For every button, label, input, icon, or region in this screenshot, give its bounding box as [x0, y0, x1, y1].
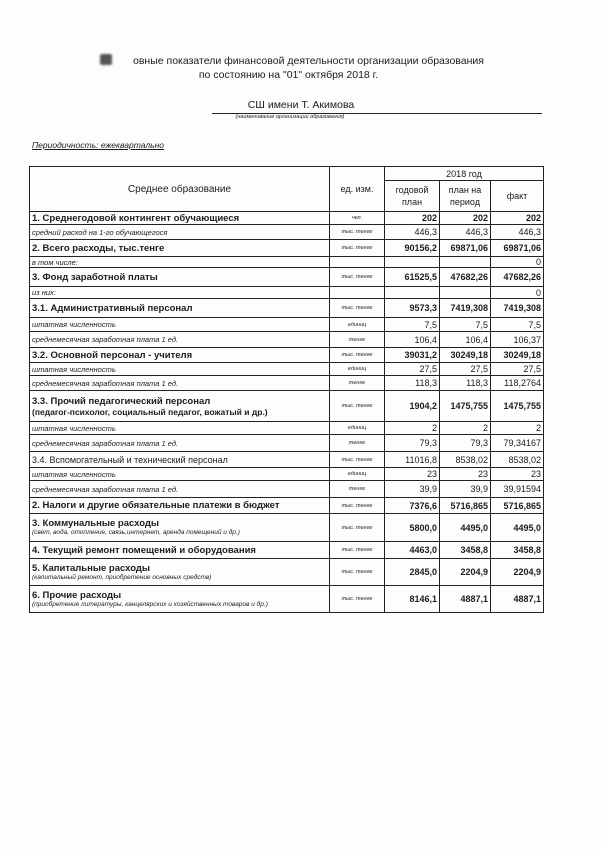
row-unit: тенге: [330, 376, 385, 391]
row-label-note: (капитальный ремонт, приобретение основных средств): [32, 573, 212, 581]
period-plan-value: 2: [440, 422, 491, 435]
table-body: [30, 212, 544, 613]
row-unit: тыс. тенге: [330, 559, 385, 586]
table-row: [30, 514, 544, 542]
period-plan-value: 27,5: [440, 363, 491, 376]
row-label: 2. Всего расходы, тыс.тенге: [30, 240, 330, 257]
fact-value: 69871,06: [491, 240, 544, 257]
fact-value: 2: [491, 422, 544, 435]
table-row: [30, 559, 544, 586]
col-period-plan-header: план на период: [440, 181, 491, 212]
fact-value: 5716,865: [491, 498, 544, 514]
annual-plan-value: 39,9: [385, 481, 440, 498]
row-label: [30, 559, 330, 586]
row-label: среднемесячная заработная плата 1 ед.: [30, 435, 330, 452]
row-label: 1. Среднегодовой контингент обучающиеся: [30, 212, 330, 225]
table-row: [30, 422, 544, 435]
table-row: [30, 376, 544, 391]
row-label: штатная численность: [30, 468, 330, 481]
table-row: [30, 318, 544, 332]
row-label: из них:: [30, 287, 330, 299]
row-label-note: (приобретение литературы, канцелярских и хозяйственных товаров и др.): [32, 600, 268, 608]
period-plan-value: 8538,02: [440, 452, 491, 468]
row-unit: тыс. тенге: [330, 514, 385, 542]
col-annual-plan-header: годовой план: [385, 181, 440, 212]
period-plan-value: 39,9: [440, 481, 491, 498]
period-plan-value: 2204,9: [440, 559, 491, 586]
period-plan-value: 5716,865: [440, 498, 491, 514]
annual-plan-value: 202: [385, 212, 440, 225]
row-unit: единиц: [330, 468, 385, 481]
row-unit: [330, 287, 385, 299]
period-plan-value: 118,3: [440, 376, 491, 391]
fact-value: 7419,308: [491, 299, 544, 318]
row-unit: тыс. тенге: [330, 452, 385, 468]
period-plan-value: 30249,18: [440, 348, 491, 363]
fact-value: 47682,26: [491, 268, 544, 287]
organization-name: СШ имени Т. Акимова: [247, 99, 355, 111]
fact-value: 8538,02: [491, 452, 544, 468]
table-row: [30, 240, 544, 257]
row-unit: чел.: [330, 212, 385, 225]
table-row: [30, 332, 544, 348]
period-plan-value: 1475,755: [440, 391, 491, 422]
fact-value: 23: [491, 468, 544, 481]
annual-plan-value: 90156,2: [385, 240, 440, 257]
row-unit: тыс. тенге: [330, 586, 385, 613]
year-header: 2018 год: [385, 167, 544, 181]
table-row: [30, 481, 544, 498]
row-unit: тенге: [330, 481, 385, 498]
row-label: штатная численность: [30, 318, 330, 332]
row-unit: тыс. тенге: [330, 391, 385, 422]
row-unit: единиц: [330, 422, 385, 435]
period-plan-value: 446,3: [440, 225, 491, 240]
table-row: [30, 299, 544, 318]
doc-title-line2: по состоянию на "01" октября 2018 г.: [198, 69, 379, 81]
table-row: [30, 348, 544, 363]
annual-plan-value: [385, 287, 440, 299]
table-row: [30, 212, 544, 225]
row-unit: тыс. тенге: [330, 240, 385, 257]
organization-caption: (наименование организации образования): [235, 114, 345, 120]
row-label: [30, 391, 330, 422]
fact-value: 7,5: [491, 318, 544, 332]
row-label-note: (педагог-психолог, социальный педагог, вожатый и др.): [32, 406, 268, 417]
row-label: в том числе:: [30, 257, 330, 268]
table-row: [30, 586, 544, 613]
row-unit: тыс. тенге: [330, 542, 385, 559]
annual-plan-value: 23: [385, 468, 440, 481]
period-plan-value: [440, 257, 491, 268]
row-label-main: 3. Коммунальные расходы: [32, 518, 160, 529]
table-row: [30, 468, 544, 481]
fact-value: 118,2764: [491, 376, 544, 391]
col-fact-header: факт: [491, 181, 544, 212]
annual-plan-value: 4463,0: [385, 542, 440, 559]
annual-plan-value: 61525,5: [385, 268, 440, 287]
fact-value: 0: [491, 257, 544, 268]
annual-plan-value: 79,3: [385, 435, 440, 452]
row-unit: единиц: [330, 318, 385, 332]
row-label: 3.1. Административный персонал: [30, 299, 330, 318]
annual-plan-value: 8146,1: [385, 586, 440, 613]
periodicity-note: Периодичность: ежеквартально: [32, 140, 165, 150]
row-label-main: 3.3. Прочий педагогический персонал: [32, 395, 211, 407]
row-unit: тыс. тенге: [330, 498, 385, 514]
row-label: 3.2. Основной персонал - учителя: [30, 348, 330, 363]
row-unit: тыс. тенге: [330, 225, 385, 240]
row-unit: тыс. тенге: [330, 299, 385, 318]
fact-value: 79,34167: [491, 435, 544, 452]
annual-plan-value: [385, 257, 440, 268]
annual-plan-value: 27,5: [385, 363, 440, 376]
annual-plan-value: 7376,6: [385, 498, 440, 514]
row-unit: тенге: [330, 332, 385, 348]
annual-plan-value: 5800,0: [385, 514, 440, 542]
fact-value: 39,91594: [491, 481, 544, 498]
fact-value: 446,3: [491, 225, 544, 240]
row-unit: тыс. тенге: [330, 268, 385, 287]
annual-plan-value: 118,3: [385, 376, 440, 391]
period-plan-value: 106,4: [440, 332, 491, 348]
table-row: [30, 287, 544, 299]
row-label: 2. Налоги и другие обязательные платежи в бюджет: [30, 498, 330, 514]
financial-indicators-table: [29, 166, 544, 613]
fact-value: 202: [491, 212, 544, 225]
row-unit: тыс. тенге: [330, 348, 385, 363]
section-title-header: Среднее образование: [30, 167, 330, 212]
period-plan-value: 7,5: [440, 318, 491, 332]
table-row: [30, 435, 544, 452]
annual-plan-value: 1904,2: [385, 391, 440, 422]
row-label: штатная численность: [30, 363, 330, 376]
fact-value: 2204,9: [491, 559, 544, 586]
row-label: 3. Фонд заработной платы: [30, 268, 330, 287]
annual-plan-value: 2845,0: [385, 559, 440, 586]
row-label: среднемесячная заработная плата 1 ед.: [30, 332, 330, 348]
fact-value: 4495,0: [491, 514, 544, 542]
table-row: [30, 257, 544, 268]
table-row: [30, 268, 544, 287]
unit-header: ед. изм.: [330, 167, 385, 212]
table-row: [30, 452, 544, 468]
period-plan-value: 69871,06: [440, 240, 491, 257]
fact-value: 106,37: [491, 332, 544, 348]
annual-plan-value: 11016,8: [385, 452, 440, 468]
period-plan-value: 4495,0: [440, 514, 491, 542]
table-row: [30, 225, 544, 240]
row-unit: [330, 257, 385, 268]
row-label-main: 5. Капитальные расходы: [32, 562, 151, 574]
annual-plan-value: 9573,3: [385, 299, 440, 318]
annual-plan-value: 2: [385, 422, 440, 435]
row-label: штатная численность: [30, 422, 330, 435]
fact-value: 0: [491, 287, 544, 299]
period-plan-value: 3458,8: [440, 542, 491, 559]
row-unit: тенге: [330, 435, 385, 452]
table-row: [30, 391, 544, 422]
annual-plan-value: 106,4: [385, 332, 440, 348]
row-label-note: (свет, вода, отопление, связь,интернет, аренда помещений и др.): [32, 529, 240, 536]
period-plan-value: [440, 287, 491, 299]
row-label: среднемесячная заработная плата 1 ед.: [30, 376, 330, 391]
row-label: [30, 586, 330, 613]
table-row: [30, 363, 544, 376]
row-label-main: 6. Прочие расходы: [32, 589, 122, 601]
doc-title-line1: овные показатели финансовой деятельности организации образования: [133, 55, 484, 67]
fact-value: 1475,755: [491, 391, 544, 422]
fact-value: 3458,8: [491, 542, 544, 559]
table-row: [30, 498, 544, 514]
row-label: 3.4. Вспомогательный и технический персонал: [30, 452, 330, 468]
period-plan-value: 4887,1: [440, 586, 491, 613]
period-plan-value: 79,3: [440, 435, 491, 452]
period-plan-value: 23: [440, 468, 491, 481]
annual-plan-value: 7,5: [385, 318, 440, 332]
row-label: [30, 514, 330, 542]
fact-value: 27,5: [491, 363, 544, 376]
period-plan-value: 47682,26: [440, 268, 491, 287]
row-label: средний расход на 1-го обучающегося: [30, 225, 330, 240]
annual-plan-value: 446,3: [385, 225, 440, 240]
fact-value: 4887,1: [491, 586, 544, 613]
annual-plan-value: 39031,2: [385, 348, 440, 363]
fact-value: 30249,18: [491, 348, 544, 363]
row-label: 4. Текущий ремонт помещений и оборудования: [30, 542, 330, 559]
row-label: среднемесячная заработная плата 1 ед.: [30, 481, 330, 498]
table-row: [30, 542, 544, 559]
period-plan-value: 7419,308: [440, 299, 491, 318]
row-unit: единиц: [330, 363, 385, 376]
period-plan-value: 202: [440, 212, 491, 225]
